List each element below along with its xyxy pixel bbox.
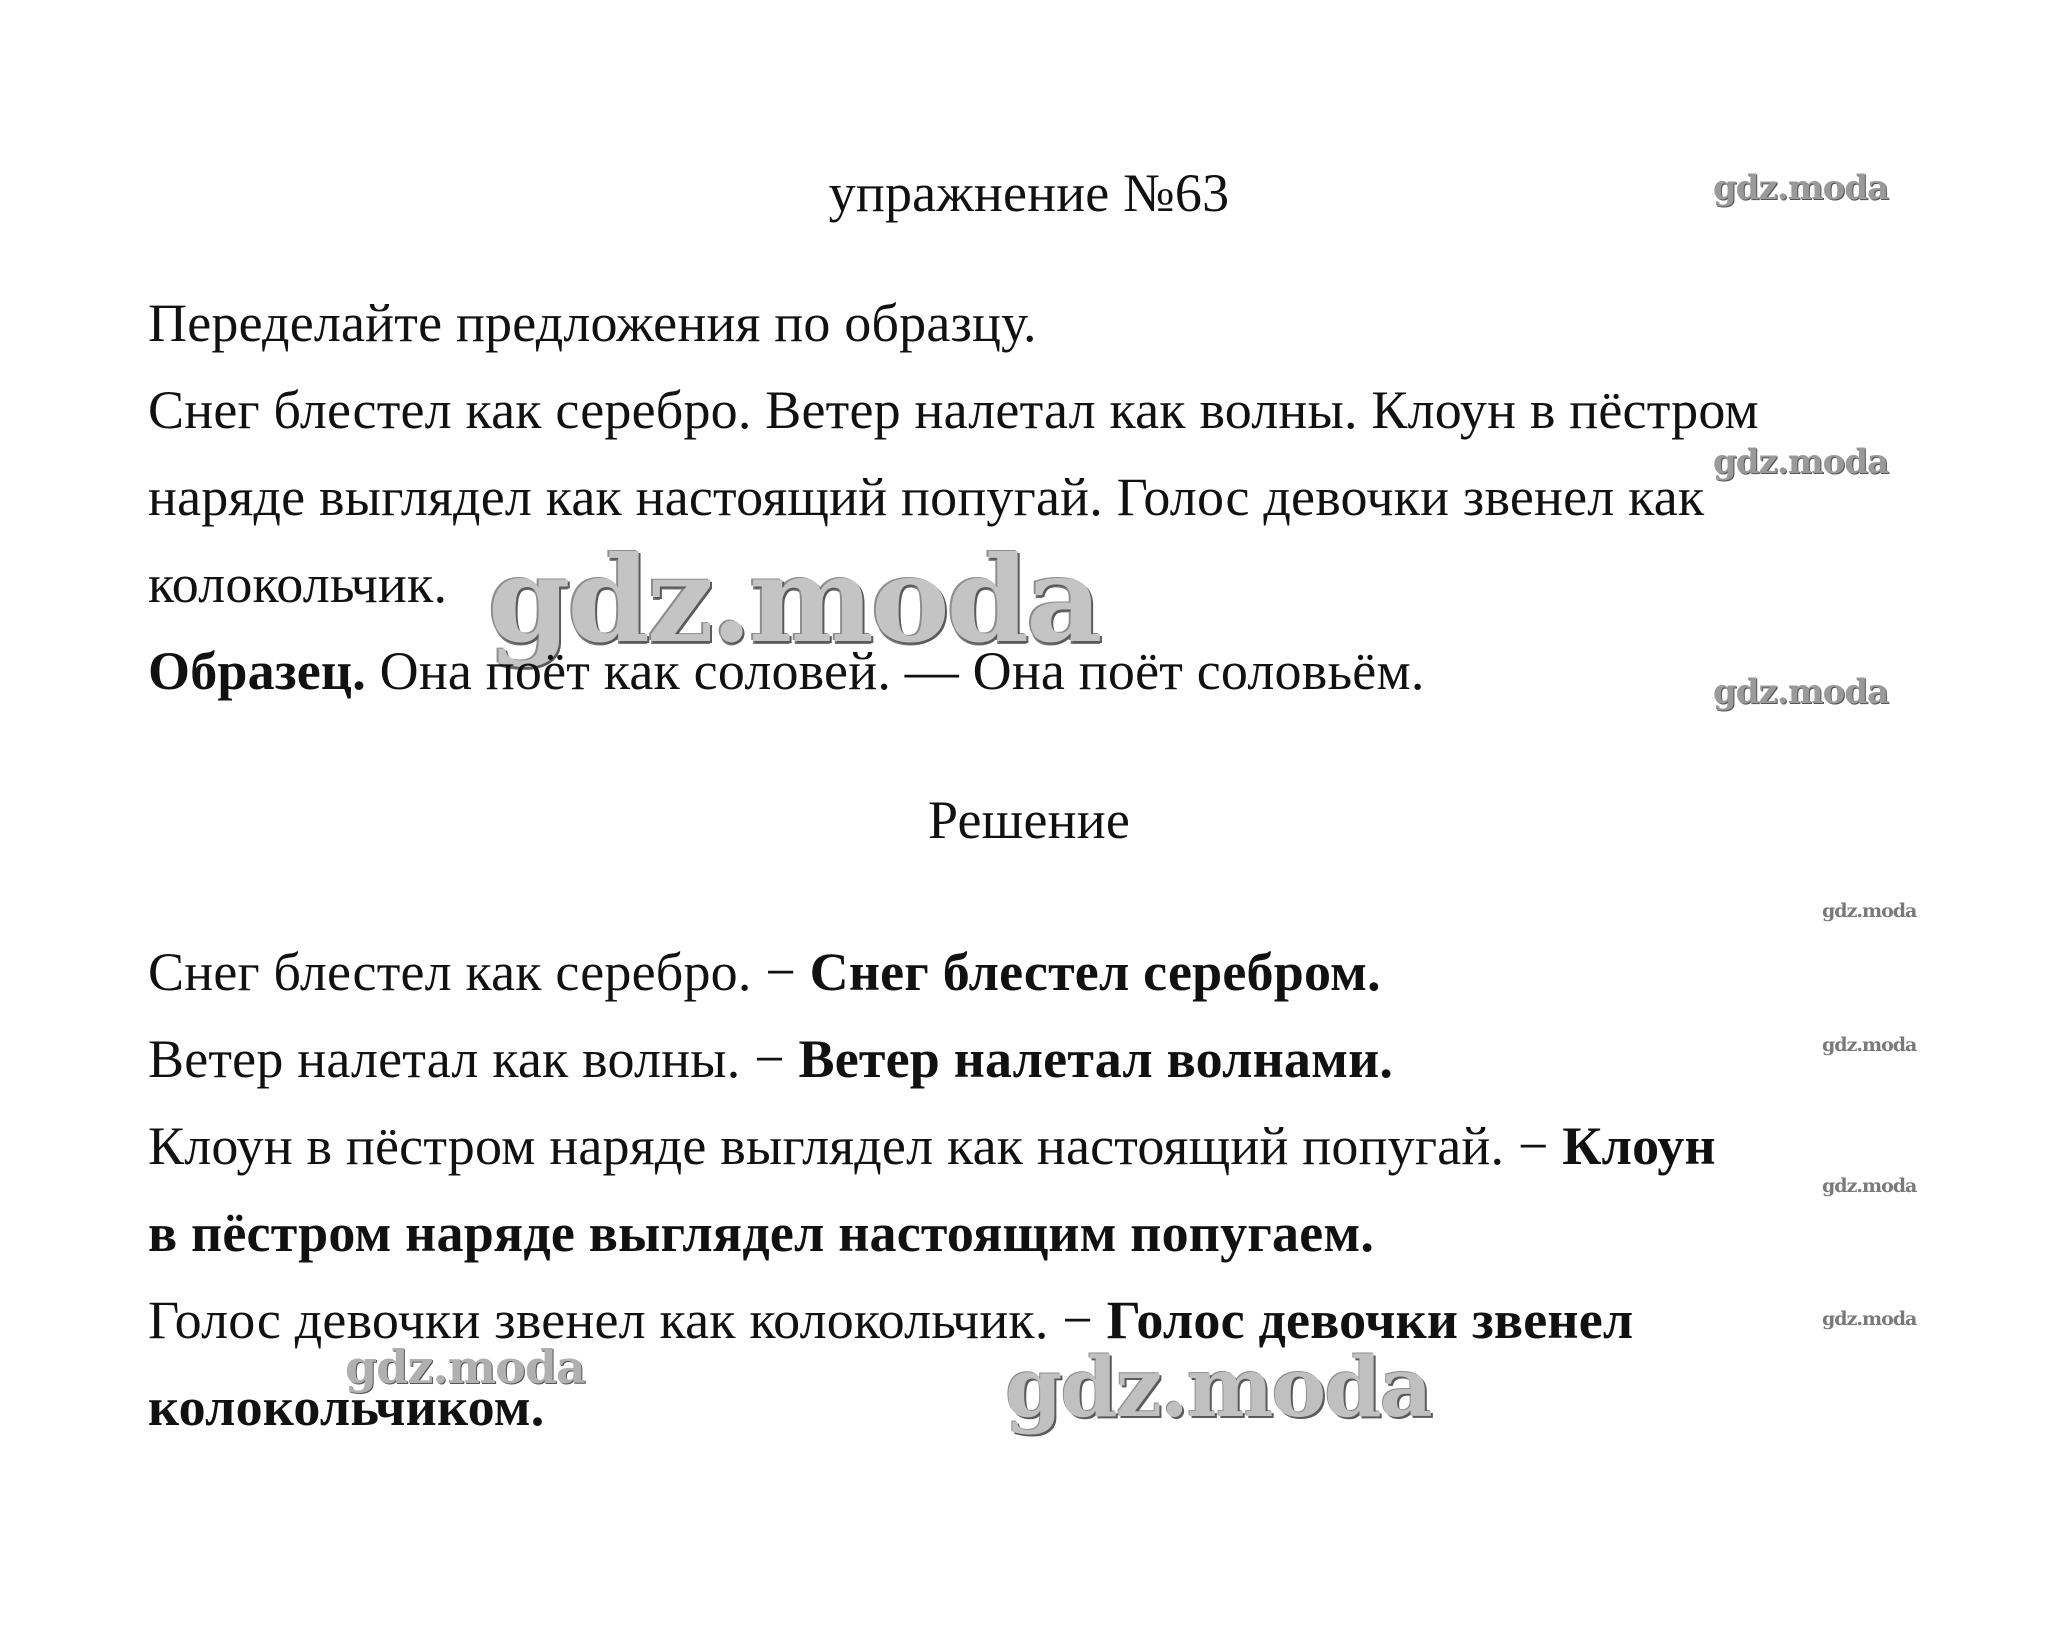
- solution-answer: колокольчиком.: [148, 1377, 545, 1437]
- solution-answer: Голос девочки звенел: [1106, 1290, 1634, 1350]
- solution-line: [148, 1028, 1393, 1090]
- solution-line: [148, 941, 1381, 1003]
- solution-line: [148, 1115, 1716, 1177]
- solution-heading: Решение: [927, 790, 1130, 850]
- task-text-line: Снег блестел как серебро. Ветер налетал как волны. Клоун в пёстром: [148, 380, 1759, 440]
- solution-answer: Клоун: [1562, 1116, 1716, 1176]
- watermark: gdz.moda: [1822, 900, 1917, 922]
- solution-original: Снег блестел как серебро. −: [148, 942, 810, 1002]
- watermark: gdz.moda: [1713, 168, 1889, 208]
- watermark: gdz.moda: [1713, 442, 1889, 482]
- solution-answer: в пёстром наряде выглядел настоящим попугаем.: [148, 1203, 1375, 1263]
- solution-line: [148, 1376, 544, 1438]
- solution-answer: Ветер налетал волнами.: [798, 1029, 1394, 1089]
- exercise-title: упражнение №63: [828, 163, 1230, 223]
- solution-line: [148, 1289, 1633, 1351]
- watermark: gdz.moda: [1822, 1034, 1917, 1056]
- watermark-large: gdz.moda: [488, 530, 1100, 669]
- sample-line: [148, 640, 1425, 702]
- solution-original: Клоун в пёстром наряде выглядел как настоящий попугай. −: [148, 1116, 1563, 1176]
- solution-answer: Снег блестел серебром.: [809, 942, 1381, 1002]
- solution-original: Голос девочки звенел как колокольчик. −: [148, 1290, 1107, 1350]
- task-text-line: наряде выглядел как настоящий попугай. Голос девочки звенел как: [148, 467, 1705, 527]
- solution-original: Ветер налетал как волны. −: [148, 1029, 799, 1089]
- task-text-line: колокольчик.: [148, 554, 448, 614]
- task-instruction: Переделайте предложения по образцу.: [148, 293, 1037, 353]
- sample-text: Она поёт как соловей. — Она поёт соловьём.: [379, 641, 1425, 701]
- watermark: gdz.moda: [1822, 1308, 1917, 1330]
- watermark: gdz.moda: [345, 1340, 585, 1394]
- watermark-large: gdz.moda: [1005, 1340, 1431, 1436]
- sample-label: Образец.: [148, 641, 366, 701]
- watermark: gdz.moda: [1822, 1175, 1917, 1197]
- solution-line: [148, 1202, 1374, 1264]
- watermark: gdz.moda: [1713, 672, 1889, 712]
